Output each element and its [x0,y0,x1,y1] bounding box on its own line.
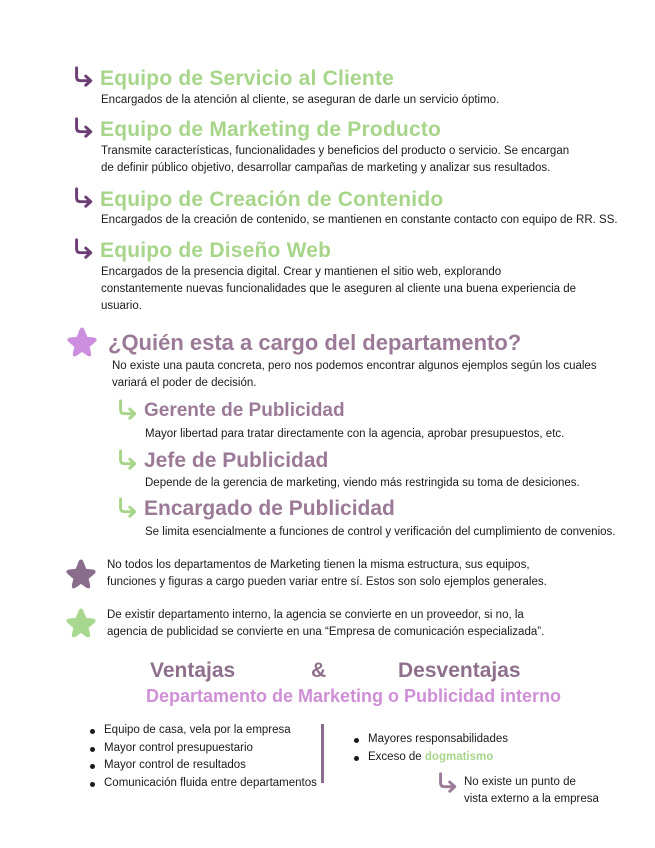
curved-arrow-icon [116,497,138,519]
list-item: Equipo de casa, vela por la empresa [88,722,317,740]
note [107,607,544,641]
desventajas-list [352,731,508,766]
team-description [101,264,576,315]
team-description [101,143,569,177]
list-item: Comunicación fluida entre departamentos [88,775,317,793]
ampersand: & [311,659,327,682]
highlight-text: dogmatismo [424,750,494,763]
role-title: Jefe de Publicidad [144,449,329,472]
team-title: Equipo de Marketing de Producto [100,118,442,141]
list-item [352,749,508,767]
team-description: Encargados de la atención al cliente, se aseguran de darle un servicio óptimo. [101,94,500,106]
text-line: usuario. [101,300,142,312]
star-icon [64,606,98,640]
role-title: Encargado de Publicidad [144,497,395,520]
team-title: Equipo de Diseño Web [100,239,332,262]
ventajas-list [88,722,317,792]
list-item: Mayor control presupuestario [88,740,317,758]
role-description: Depende de la gerencia de marketing, viendo más restringida su toma de desiciones. [145,477,580,489]
role-description: Se limita esencialmente a funciones de control y verificación del cumplimiento de convenios. [145,526,616,538]
text-line: agencia de publicidad se convierte en una “Empresa de comunicación especializada”. [107,626,545,638]
curved-arrow-icon [116,449,138,471]
text-line: de definir público objetivo, desarrollar campañas de marketing y analizar sus resultados. [101,162,551,174]
section-title: ¿Quién esta a cargo del departamento? [108,330,522,355]
section-description [112,358,597,392]
curved-arrow-icon [72,66,94,88]
star-icon [64,557,98,591]
curved-arrow-icon [436,772,458,794]
text-line: De existir departamento interno, la agencia se convierte en un proveedor, si no, la [107,609,524,621]
curved-arrow-icon [116,399,138,421]
desventajas-title: Desventajas [398,659,521,682]
text-line: No existe un punto de [464,776,576,788]
team-title: Equipo de Servicio al Cliente [100,67,395,90]
text-line: No todos los departamentos de Marketing tienen la misma estructura, sus equipos, [107,559,530,571]
ventajas-title: Ventajas [150,659,236,682]
desventaja-note [464,774,599,808]
note [107,557,547,591]
text-line: variará el poder de decisión. [112,377,257,389]
curved-arrow-icon [72,238,94,260]
list-item-text: Exceso de [368,750,425,763]
team-title: Equipo de Creación de Contenido [100,188,444,211]
text-line: No existe una pauta concreta, pero nos podemos encontrar algunos ejemplos según los cuales [112,360,597,372]
comparison-subtitle: Departamento de Marketing o Publicidad interno [146,686,562,706]
text-line: Transmite características, funcionalidades y beneficios del producto o servicio. Se encargan [101,145,570,157]
curved-arrow-icon [72,187,94,209]
team-description: Encargados de la creación de contenido, se mantienen en constante contacto con equipo de RR. SS. [101,214,618,226]
text-line: vista externo a la empresa [464,793,599,805]
role-title: Gerente de Publicidad [144,400,345,421]
list-item: Mayor control de resultados [88,757,317,775]
star-icon [65,325,99,359]
text-line: funciones y figuras a cargo pueden variar entre sí. Estos son solo ejemplos generales. [107,576,547,588]
divider [321,724,324,783]
role-description: Mayor libertad para tratar directamente con la agencia, aprobar presupuestos, etc. [145,428,565,440]
list-item: Mayores responsabilidades [352,731,508,749]
text-line: Encargados de la presencia digital. Crear y mantienen el sitio web, explorando [101,266,502,278]
text-line: constantemente nuevas funcionalidades que le aseguren al cliente una buena experiencia de [101,283,577,295]
curved-arrow-icon [72,117,94,139]
